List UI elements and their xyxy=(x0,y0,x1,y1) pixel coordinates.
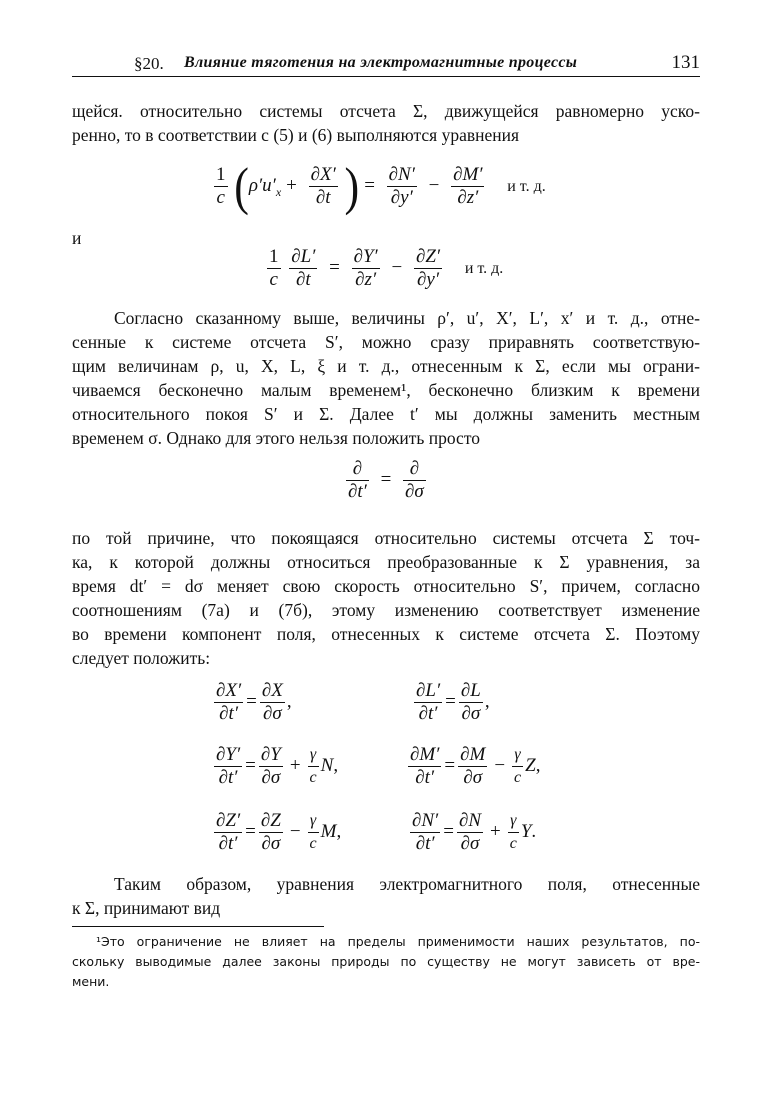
footnote xyxy=(72,932,700,992)
text-line: время dt′ = dσ меняет свою скорость относительно S′, причем, согласно xyxy=(72,576,700,596)
text-line: щейся. относительно системы отсчета Σ, движущейся равномерно уско- xyxy=(72,101,700,121)
paragraph-2 xyxy=(72,306,700,450)
text-line: Таким образом, уравнения электромагнитного поля, отнесенные xyxy=(114,874,700,894)
fraction: $\frac{1}{c}$ xyxy=(269,246,279,290)
running-title: Влияние тяготения на электромагнитные процессы xyxy=(184,54,578,71)
text-line: ренно, то в соответствии с (5) и (6) выполняются уравнения xyxy=(72,125,520,145)
equation-tail: и т. д. xyxy=(464,259,504,277)
fraction: $\frac{\partial}{\partial t'}$ xyxy=(348,458,367,502)
footnote-line: скольку выводимые далее законы природы по существу не могут зависеть от вре- xyxy=(72,954,700,969)
paragraph-3 xyxy=(72,526,700,670)
text-line: следует положить: xyxy=(72,648,211,668)
equation-3: $\frac{\partial}{\partial t'}$ = $\frac{\partial}{\partial\sigma}$ xyxy=(348,458,424,502)
equation-system-right-3: $\frac{\partial N'}{\partial t'}$ = $\frac{\partial N}{\partial\sigma}$ + $\frac{\gamma}{c}$ Y. xyxy=(412,810,537,854)
footnote-line: мени. xyxy=(72,974,110,989)
page-number: 131 xyxy=(671,52,700,73)
text-line: щим величинам ρ, u, X, L, ξ и т. д., отнесенным к Σ, если мы ограни- xyxy=(72,356,700,376)
paragraph-1 xyxy=(72,99,700,147)
fraction: $\frac{\partial}{\partial\sigma}$ xyxy=(405,458,424,502)
text-line: по той причине, что покоящаяся относительно системы отсчета Σ точ- xyxy=(72,528,700,548)
equation-tail: и т. д. xyxy=(507,177,546,195)
equation-system-right-2: $\frac{\partial M'}{\partial t'}$ = $\frac{\partial M}{\partial\sigma}$ − $\frac{\gamma}{c}$ Z, xyxy=(410,744,541,788)
equation-system-left-3: $\frac{\partial Z'}{\partial t'}$ = $\frac{\partial Z}{\partial\sigma}$ − $\frac{\gamma}{c}$ M, xyxy=(216,810,342,854)
fraction: $\frac{\partial Y'}{\partial z'}$ xyxy=(353,246,378,290)
text-line: чиваемся бесконечно малым временем¹, бесконечно близким к времени xyxy=(72,380,700,400)
fraction: $\frac{\partial L'}{\partial t}$ xyxy=(291,246,316,290)
footnote-line: ¹Это ограничение не влияет на пределы применимости наших результатов, по- xyxy=(96,934,700,949)
equation-system-right-1: $\frac{\partial L'}{\partial t'}$ = $\frac{\partial L}{\partial\sigma}$ , xyxy=(416,680,490,724)
equation-2: $\frac{1}{c}$ $\frac{\partial L'}{\partial t}$ = $\frac{\partial Y'}{\partial z'}$ − $\frac{\partial Z'}{\partial y'}$ и т. д. xyxy=(269,246,504,290)
text-line: Согласно сказанному выше, величины ρ′, u′, X′, L′, x′ и т. д., отне- xyxy=(114,308,700,328)
equation-system-left-2: $\frac{\partial Y'}{\partial t'}$ = $\frac{\partial Y}{\partial\sigma}$ + $\frac{\gamma}{c}$ N, xyxy=(216,744,339,788)
text-line: сенные к системе отсчета S′, можно сразу приравнять соответствую- xyxy=(72,332,700,352)
running-header xyxy=(72,50,700,77)
section-number: §20. xyxy=(134,54,164,73)
fraction: $\frac{\partial M'}{\partial z'}$ xyxy=(453,164,483,208)
text-line: соотношениям (7а) и (7б), этому изменению соответствует изменение xyxy=(72,600,700,620)
paragraph-4 xyxy=(72,872,700,920)
footnote-rule xyxy=(72,926,324,927)
fraction: $\frac{\partial X'}{\partial t}$ xyxy=(310,164,336,208)
conjunction: и xyxy=(72,228,82,248)
equation-1: $\frac{1}{c}$ ($\rho'u'_x$ + $\frac{\partial X'}{\partial t}$ ) = $\frac{\partial N'}{\partial y'}$ − $\frac{\partial M'}{\partial z'}$ и т. д. xyxy=(216,156,546,216)
fraction: $\frac{1}{c}$ xyxy=(216,164,226,208)
text-line: во времени компонент поля, отнесенных к системе отсчета Σ. Поэтому xyxy=(72,624,700,644)
text-line: ка, к которой должны относиться преобразованные к Σ уравнения, за xyxy=(72,552,700,572)
fraction: $\frac{\partial N'}{\partial y'}$ xyxy=(388,164,415,208)
text-line: к Σ, принимают вид xyxy=(72,898,221,918)
equation-system-left-1: $\frac{\partial X'}{\partial t'}$ = $\frac{\partial X}{\partial\sigma}$ , xyxy=(216,680,292,724)
text-line: временем σ. Однако для этого нельзя положить просто xyxy=(72,428,480,448)
fraction: $\frac{\partial Z'}{\partial y'}$ xyxy=(415,246,441,290)
text-line: относительного покоя S′ и Σ. Далее t′ мы должны заменить местным xyxy=(72,404,700,424)
